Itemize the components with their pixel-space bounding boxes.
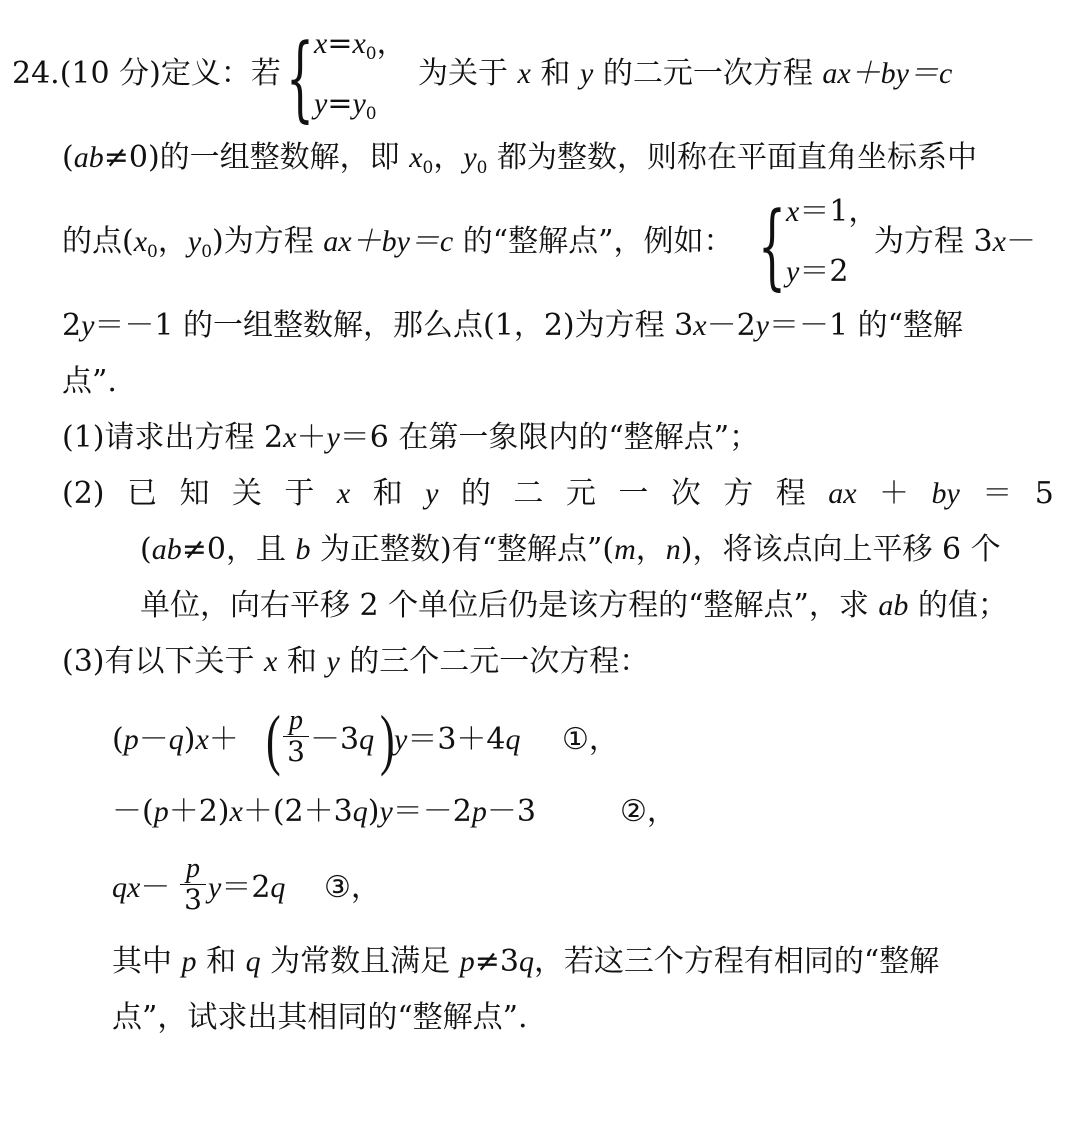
definition-prefix: 定义：若 (160, 56, 281, 91)
problem-header (12, 54, 281, 94)
equation-3-fraction: $\frac{p}{3}$ (180, 854, 206, 915)
equation-1-close-paren: ) (380, 701, 395, 778)
question-3-intro: (3)有以下关于 x 和 y 的三个二元一次方程： (62, 644, 650, 679)
equation-3-left: qx－ (112, 870, 171, 905)
system-brace-a: { (286, 26, 314, 134)
equation-3-right: y＝2q (208, 870, 286, 905)
question-2-line-1: (2) 已 知 关 于 x 和 y 的 二 元 一 次 方 程 ax ＋ by ＝ 5 (62, 476, 1054, 511)
question-3-condition: 其中 p 和 q 为常数且满足 p≠3q，若这三个方程有相同的“整解 (112, 944, 940, 979)
definition-line-4: 2y＝－1 的一组整数解，那么点(1，2)为方程 3x－2y＝－1 的“整解 (62, 308, 963, 343)
definition-line-1-rest: 为关于 x 和 y 的二元一次方程 ax＋by＝c (418, 56, 953, 91)
equation-2: －(p＋2)x＋(2＋3q)y＝－2p－3 (112, 794, 536, 829)
equation-2-marker: ②， (620, 794, 677, 829)
system-b-row-1: x＝1， (786, 194, 879, 229)
equation-3-marker: ③， (324, 870, 381, 905)
definition-line-3-tail: 为方程 3x－ (874, 224, 1036, 259)
system-brace-b: { (758, 194, 786, 302)
equation-1-marker: ①， (562, 722, 619, 757)
question-3-ask: 点”，试求出其相同的“整解点”. (112, 1000, 528, 1035)
definition-line-5: 点”. (62, 364, 117, 399)
equation-1-middle: －3q (310, 722, 375, 757)
system-b-row-2: y＝2 (786, 254, 849, 289)
equation-1-fraction: $\frac{p}{3}$ (283, 706, 309, 767)
definition-line-3: 的点($x_0$，$y_0$)为方程 ax＋by＝c 的“整解点”，例如： (62, 224, 734, 262)
question-1: (1)请求出方程 2x＋y＝6 在第一象限内的“整解点”； (62, 420, 760, 455)
equation-1-open-paren: ( (266, 701, 281, 778)
question-2-line-3: 单位，向右平移 2 个单位后仍是该方程的“整解点”，求 ab 的值； (140, 588, 1008, 623)
system-a-row-2: $y=y_0$ (314, 86, 377, 124)
definition-line-2: (ab≠0)的一组整数解，即 $x_0$，$y_0$ 都为整数，则称在平面直角坐标系中 (62, 140, 978, 178)
problem-number: 24. (12, 56, 60, 91)
problem-points: (10 分) (59, 56, 161, 91)
question-2-line-2: (ab≠0，且 b 为正整数)有“整解点”(m，n)，将该点向上平移 6 个 (140, 532, 1001, 567)
equation-ax-by-c: ax＋by＝c (822, 57, 953, 90)
equation-1-right: y＝3＋4q (394, 722, 521, 757)
equation-1-left: (p－q)x＋ (112, 722, 239, 757)
system-a-row-1: $x=x_0$， (314, 26, 407, 64)
